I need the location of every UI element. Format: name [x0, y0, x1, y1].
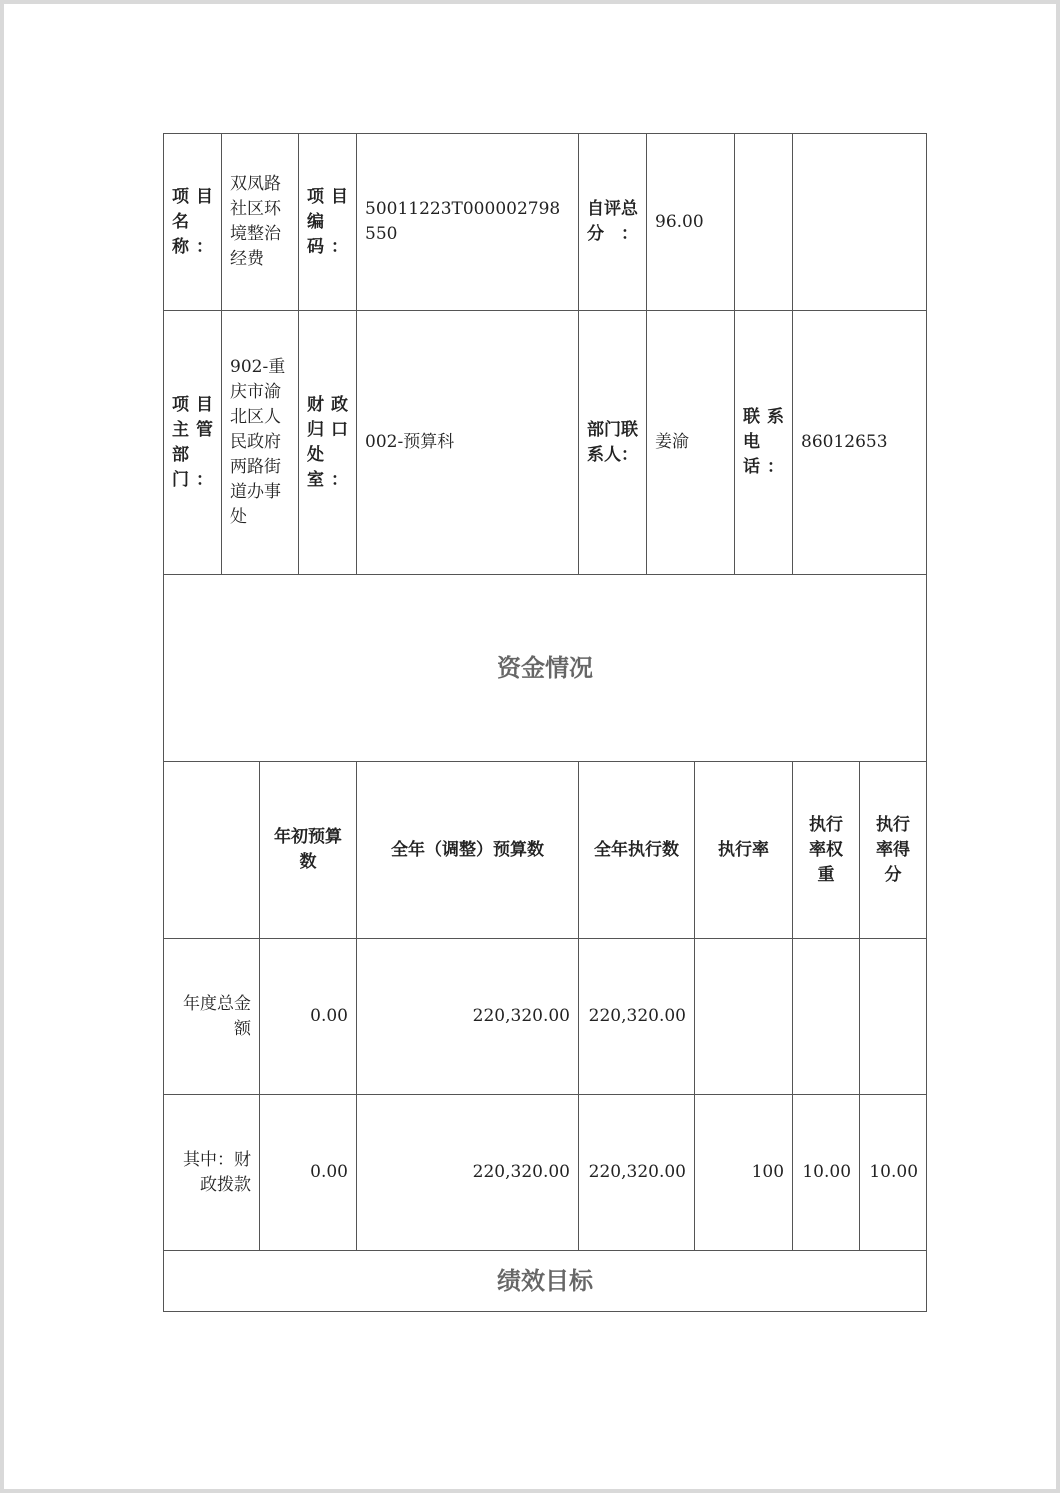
rate-weight-value: 10.00 [793, 1095, 860, 1251]
table-row [164, 1095, 927, 1251]
dept-label: 项目主管部门： [164, 311, 222, 575]
executed-value: 220,320.00 [579, 939, 695, 1095]
phone: 86012653 [793, 311, 927, 575]
info-row-department [164, 311, 927, 575]
header-executed: 全年执行数 [579, 762, 695, 939]
rate-weight-value [793, 939, 860, 1095]
empty-cell [793, 134, 927, 311]
header-initial-budget: 年初预算数 [260, 762, 357, 939]
phone-label: 联系电话： [735, 311, 793, 575]
header-adjusted-budget: 全年（调整）预算数 [357, 762, 579, 939]
info-row-project [164, 134, 927, 311]
performance-section-row [164, 1251, 927, 1312]
executed-value: 220,320.00 [579, 1095, 695, 1251]
empty-cell [735, 134, 793, 311]
table-row [164, 939, 927, 1095]
execution-rate-value: 100 [695, 1095, 793, 1251]
row-label: 年度总金额 [164, 939, 260, 1095]
header-rate-score: 执行率得分 [860, 762, 927, 939]
row-label: 其中：财政拨款 [164, 1095, 260, 1251]
dept: 902-重庆市渝北区人民政府两路街道办事处 [222, 311, 299, 575]
funds-section-row [164, 575, 927, 762]
funds-header-row [164, 762, 927, 939]
self-evaluation-table [163, 133, 927, 1312]
self-score: 96.00 [647, 134, 735, 311]
document-page [4, 4, 1056, 1489]
finance-office-label: 财政归口处室： [299, 311, 357, 575]
header-empty-cell [164, 762, 260, 939]
initial-budget-value: 0.00 [260, 1095, 357, 1251]
execution-rate-value [695, 939, 793, 1095]
rate-score-value [860, 939, 927, 1095]
project-code-label: 项目编码： [299, 134, 357, 311]
project-code: 50011223T000002798550 [357, 134, 579, 311]
adjusted-budget-value: 220,320.00 [357, 939, 579, 1095]
project-name: 双凤路社区环境整治经费 [222, 134, 299, 311]
header-execution-rate: 执行率 [695, 762, 793, 939]
rate-score-value: 10.00 [860, 1095, 927, 1251]
header-rate-weight: 执行率权重 [793, 762, 860, 939]
finance-office: 002-预算科 [357, 311, 579, 575]
contact: 姜渝 [647, 311, 735, 575]
funds-section-title: 资金情况 [164, 575, 927, 762]
contact-label: 部门联系人： [579, 311, 647, 575]
self-score-label: 自评总分： [579, 134, 647, 311]
adjusted-budget-value: 220,320.00 [357, 1095, 579, 1251]
project-name-label: 项目名称： [164, 134, 222, 311]
performance-section-title: 绩效目标 [164, 1251, 927, 1312]
initial-budget-value: 0.00 [260, 939, 357, 1095]
